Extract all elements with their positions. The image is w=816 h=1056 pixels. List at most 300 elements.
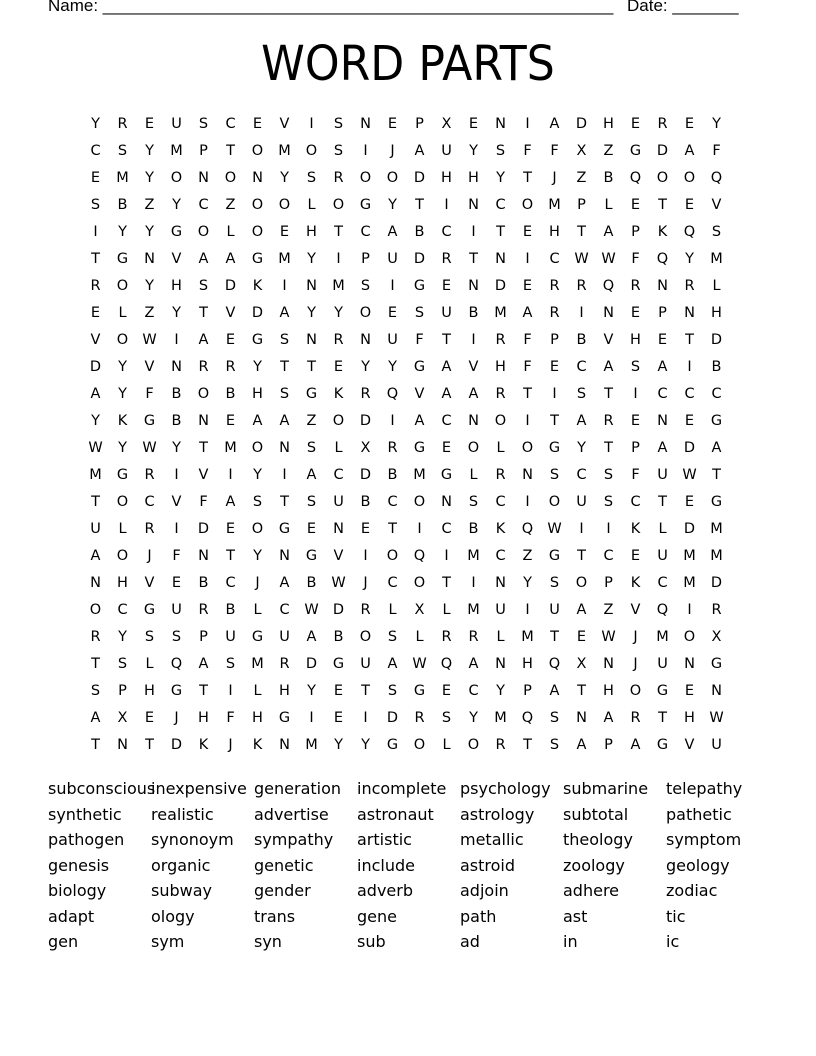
grid-letter: D	[359, 467, 372, 483]
grid-letter: A	[90, 386, 101, 402]
grid-letter: A	[576, 413, 587, 429]
grid-letter: E	[684, 494, 695, 510]
grid-letter: R	[360, 602, 371, 618]
grid-letter: I	[174, 521, 179, 537]
grid-letter: I	[363, 143, 368, 159]
word-bank-item: ast	[563, 906, 588, 926]
grid-letter: O	[683, 629, 696, 645]
grid-letter: C	[198, 197, 209, 213]
grid-letter: A	[279, 575, 290, 591]
grid-letter: A	[603, 224, 614, 240]
grid-letter: T	[658, 494, 667, 510]
grid-letter: M	[89, 467, 102, 483]
grid-letter: O	[656, 170, 669, 186]
grid-letter: C	[711, 386, 722, 402]
grid-letter: T	[388, 521, 397, 537]
word-bank-item: adhere	[563, 881, 620, 900]
grid-letter: C	[495, 548, 506, 564]
grid-letter: W	[304, 602, 319, 618]
grid-letter: Y	[253, 548, 262, 564]
grid-letter: A	[279, 305, 290, 321]
grid-letter: N	[603, 305, 614, 321]
grid-letter: S	[279, 332, 290, 348]
grid-letter: L	[442, 737, 451, 753]
grid-letter: G	[440, 467, 453, 483]
grid-letter: R	[144, 521, 155, 537]
word-bank-item: synonoym	[151, 830, 234, 849]
grid-letter: Y	[577, 440, 586, 456]
grid-letter: Q	[170, 656, 183, 672]
grid-letter: L	[496, 629, 505, 645]
grid-letter: Y	[307, 683, 316, 699]
grid-letter: G	[710, 656, 723, 672]
grid-letter: Y	[280, 170, 289, 186]
grid-letter: Y	[469, 143, 478, 159]
grid-letter: G	[413, 683, 426, 699]
grid-letter: M	[683, 575, 696, 591]
grid-letter: H	[117, 575, 128, 591]
word-bank-item: artistic	[357, 830, 412, 849]
grid-letter: I	[228, 683, 233, 699]
grid-letter: D	[224, 278, 237, 294]
grid-letter: F	[172, 548, 181, 564]
grid-letter: G	[116, 467, 129, 483]
grid-letter: M	[710, 548, 723, 564]
word-bank-item: synthetic	[48, 804, 122, 824]
grid-letter: E	[387, 305, 398, 321]
grid-letter: N	[198, 170, 209, 186]
word-bank-item: psychology	[460, 779, 551, 798]
grid-letter: R	[468, 629, 479, 645]
grid-letter: O	[197, 386, 210, 402]
grid-letter: Y	[361, 359, 370, 375]
grid-letter: K	[630, 575, 641, 591]
grid-letter: I	[309, 710, 314, 726]
word-bank-item: zoology	[563, 855, 625, 875]
grid-letter: I	[525, 116, 530, 132]
grid-letter: L	[307, 197, 316, 213]
grid-letter: E	[576, 629, 587, 645]
grid-letter: G	[710, 413, 723, 429]
grid-letter: D	[656, 143, 669, 159]
grid-letter: S	[198, 278, 209, 294]
grid-letter: C	[144, 494, 155, 510]
grid-letter: I	[444, 548, 449, 564]
grid-letter: D	[710, 332, 723, 348]
grid-letter: I	[687, 602, 692, 618]
grid-letter: S	[603, 494, 614, 510]
word-bank-item: symptom	[666, 830, 742, 849]
grid-letter: O	[278, 197, 291, 213]
grid-letter: O	[413, 575, 426, 591]
grid-letter: C	[441, 521, 452, 537]
grid-letter: O	[251, 197, 264, 213]
word-bank-item: biology	[48, 881, 107, 900]
grid-letter: D	[332, 602, 345, 618]
grid-letter: V	[414, 386, 425, 402]
grid-letter: S	[117, 143, 128, 159]
grid-letter: Y	[253, 467, 262, 483]
grid-letter: N	[495, 656, 506, 672]
grid-letter: S	[549, 575, 560, 591]
grid-letter: S	[117, 656, 128, 672]
grid-letter: E	[387, 116, 398, 132]
grid-letter: C	[576, 359, 587, 375]
grid-letter: S	[198, 116, 209, 132]
grid-letter: R	[576, 278, 587, 294]
grid-letter: A	[441, 386, 452, 402]
grid-letter: L	[469, 467, 478, 483]
grid-letter: G	[278, 710, 291, 726]
grid-letter: K	[333, 386, 344, 402]
grid-letter: E	[684, 413, 695, 429]
grid-letter: Z	[522, 548, 533, 564]
grid-letter: R	[387, 440, 398, 456]
grid-letter: I	[228, 467, 233, 483]
grid-letter: M	[494, 305, 507, 321]
word-bank-item: telepathy	[666, 779, 743, 798]
grid-letter: G	[413, 278, 426, 294]
grid-letter: U	[171, 116, 182, 132]
grid-letter: L	[658, 521, 667, 537]
grid-letter: H	[171, 278, 182, 294]
grid-letter: O	[197, 224, 210, 240]
grid-letter: N	[522, 467, 533, 483]
grid-letter: A	[468, 656, 479, 672]
grid-letter: B	[171, 386, 182, 402]
grid-letter: N	[603, 656, 614, 672]
grid-letter: W	[142, 332, 157, 348]
grid-letter: S	[171, 629, 182, 645]
grid-letter: J	[228, 737, 233, 753]
grid-letter: B	[333, 629, 344, 645]
grid-letter: Y	[496, 170, 505, 186]
grid-letter: N	[279, 737, 290, 753]
grid-letter: O	[386, 170, 399, 186]
word-bank-item: subconscious	[48, 779, 156, 798]
word-bank-item: geology	[666, 855, 730, 875]
grid-letter: Q	[629, 170, 642, 186]
grid-letter: I	[417, 521, 422, 537]
grid-letter: F	[631, 251, 640, 267]
grid-letter: A	[576, 737, 587, 753]
grid-letter: E	[630, 116, 641, 132]
grid-letter: A	[252, 413, 263, 429]
grid-letter: S	[306, 440, 317, 456]
grid-letter: I	[363, 710, 368, 726]
grid-letter: E	[225, 332, 236, 348]
grid-letter: N	[90, 575, 101, 591]
grid-letter: J	[633, 656, 638, 672]
grid-letter: N	[684, 656, 695, 672]
grid-letter: P	[550, 332, 559, 348]
grid-letter: A	[306, 629, 317, 645]
grid-letter: T	[307, 359, 316, 375]
grid-letter: T	[685, 332, 694, 348]
grid-letter: R	[90, 278, 101, 294]
word-bank-item: adjoin	[460, 881, 509, 900]
grid-letter: C	[468, 683, 479, 699]
grid-letter: X	[711, 629, 722, 645]
grid-letter: G	[278, 521, 291, 537]
grid-letter: R	[333, 332, 344, 348]
grid-letter: N	[333, 521, 344, 537]
grid-letter: G	[629, 143, 642, 159]
grid-letter: X	[576, 143, 587, 159]
grid-letter: N	[279, 548, 290, 564]
word-bank-item: in	[563, 932, 578, 951]
grid-letter: A	[522, 305, 533, 321]
grid-letter: Y	[388, 359, 397, 375]
grid-letter: V	[171, 494, 182, 510]
grid-letter: G	[413, 440, 426, 456]
grid-letter: S	[225, 656, 236, 672]
grid-letter: B	[117, 197, 128, 213]
grid-letter: Z	[603, 143, 614, 159]
grid-letter: H	[198, 710, 209, 726]
grid-letter: W	[331, 575, 346, 591]
grid-letter: D	[575, 116, 588, 132]
grid-letter: K	[252, 737, 263, 753]
grid-letter: I	[579, 521, 584, 537]
grid-letter: F	[523, 143, 532, 159]
grid-letter: N	[306, 278, 317, 294]
grid-letter: I	[471, 575, 476, 591]
grid-letter: M	[710, 251, 723, 267]
word-bank-item: realistic	[151, 804, 214, 824]
grid-letter: P	[523, 683, 532, 699]
grid-letter: V	[603, 332, 614, 348]
grid-letter: O	[116, 278, 129, 294]
grid-letter: U	[171, 602, 182, 618]
grid-letter: V	[198, 467, 209, 483]
grid-letter: O	[224, 170, 237, 186]
grid-letter: P	[631, 440, 640, 456]
grid-letter: T	[469, 251, 478, 267]
grid-letter: M	[278, 143, 291, 159]
grid-letter: A	[441, 359, 452, 375]
grid-letter: U	[360, 656, 371, 672]
grid-letter: Y	[334, 305, 343, 321]
grid-letter: W	[142, 440, 157, 456]
word-bank-item: gen	[48, 932, 79, 951]
grid-letter: Q	[656, 251, 669, 267]
grid-letter: B	[225, 602, 236, 618]
grid-letter: Y	[523, 575, 532, 591]
grid-letter: H	[468, 170, 479, 186]
grid-letter: N	[684, 305, 695, 321]
grid-letter: Y	[118, 440, 127, 456]
grid-letter: G	[143, 413, 156, 429]
grid-letter: T	[604, 440, 613, 456]
grid-letter: T	[550, 413, 559, 429]
word-bank-item: incomplete	[357, 779, 447, 798]
word-bank-item: subtotal	[563, 804, 629, 824]
word-bank-item: ology	[151, 906, 195, 926]
grid-letter: T	[361, 683, 370, 699]
grid-letter: N	[171, 359, 182, 375]
grid-letter: Y	[388, 197, 397, 213]
grid-letter: M	[413, 467, 426, 483]
grid-letter: N	[198, 413, 209, 429]
word-bank-item: astronaut	[357, 804, 434, 824]
grid-letter: K	[198, 737, 209, 753]
grid-letter: H	[495, 359, 506, 375]
grid-letter: U	[441, 305, 452, 321]
grid-letter: V	[468, 359, 479, 375]
grid-letter: G	[143, 602, 156, 618]
grid-letter: B	[468, 305, 479, 321]
grid-letter: S	[360, 278, 371, 294]
grid-letter: P	[604, 575, 613, 591]
grid-letter: J	[255, 575, 260, 591]
grid-letter: E	[333, 359, 344, 375]
date-field-label: Date: _______	[627, 0, 739, 15]
grid-letter: O	[413, 494, 426, 510]
grid-letter: Y	[496, 683, 505, 699]
grid-letter: P	[604, 737, 613, 753]
word-bank-item: genesis	[48, 855, 110, 875]
grid-letter: T	[523, 737, 532, 753]
grid-letter: T	[199, 305, 208, 321]
grid-letter: R	[90, 629, 101, 645]
grid-letter: C	[360, 224, 371, 240]
grid-letter: H	[711, 305, 722, 321]
grid-letter: Z	[306, 413, 317, 429]
grid-letter: P	[199, 629, 208, 645]
grid-letter: I	[606, 521, 611, 537]
grid-letter: C	[387, 575, 398, 591]
grid-letter: B	[603, 170, 614, 186]
grid-letter: I	[579, 305, 584, 321]
grid-letter: O	[251, 440, 264, 456]
grid-letter: D	[494, 278, 507, 294]
grid-letter: N	[495, 251, 506, 267]
grid-letter: E	[684, 683, 695, 699]
grid-letter: B	[360, 494, 371, 510]
grid-letter: E	[90, 305, 101, 321]
grid-letter: H	[279, 683, 290, 699]
grid-letter: O	[332, 413, 345, 429]
grid-letter: J	[147, 548, 152, 564]
grid-letter: M	[278, 251, 291, 267]
grid-letter: U	[657, 656, 668, 672]
grid-letter: H	[144, 683, 155, 699]
grid-letter: A	[90, 710, 101, 726]
grid-letter: P	[658, 305, 667, 321]
grid-letter: D	[359, 413, 372, 429]
grid-letter: H	[252, 386, 263, 402]
grid-letter: P	[118, 683, 127, 699]
grid-letter: I	[525, 494, 530, 510]
grid-letter: T	[280, 359, 289, 375]
grid-letter: C	[387, 494, 398, 510]
grid-letter: S	[495, 143, 506, 159]
grid-letter: E	[171, 575, 182, 591]
grid-letter: L	[145, 656, 154, 672]
grid-letter: A	[225, 494, 236, 510]
grid-letter: D	[683, 440, 696, 456]
grid-letter: E	[441, 683, 452, 699]
grid-letter: J	[174, 710, 179, 726]
grid-letter: N	[306, 332, 317, 348]
grid-letter: R	[117, 116, 128, 132]
grid-letter: C	[333, 467, 344, 483]
grid-letter: L	[253, 683, 262, 699]
grid-letter: E	[90, 170, 101, 186]
grid-letter: I	[633, 386, 638, 402]
grid-letter: F	[199, 494, 208, 510]
grid-letter: I	[363, 548, 368, 564]
grid-letter: V	[279, 116, 290, 132]
grid-letter: O	[386, 548, 399, 564]
grid-letter: F	[523, 332, 532, 348]
grid-letter: T	[91, 737, 100, 753]
grid-letter: L	[415, 629, 424, 645]
grid-letter: T	[658, 710, 667, 726]
grid-letter: Q	[656, 602, 669, 618]
grid-letter: H	[441, 170, 452, 186]
grid-letter: K	[630, 521, 641, 537]
grid-letter: O	[629, 683, 642, 699]
grid-letter: E	[333, 710, 344, 726]
grid-letter: E	[144, 710, 155, 726]
grid-letter: F	[226, 710, 235, 726]
grid-letter: W	[682, 467, 697, 483]
grid-letter: N	[657, 278, 668, 294]
grid-letter: F	[523, 359, 532, 375]
grid-letter: S	[90, 197, 101, 213]
grid-letter: A	[603, 710, 614, 726]
grid-letter: S	[252, 494, 263, 510]
grid-letter: C	[225, 575, 236, 591]
grid-letter: C	[90, 143, 101, 159]
grid-letter: O	[305, 143, 318, 159]
grid-letter: S	[549, 710, 560, 726]
grid-letter: O	[332, 197, 345, 213]
grid-letter: M	[548, 197, 561, 213]
grid-letter: K	[495, 521, 506, 537]
grid-letter: U	[441, 143, 452, 159]
grid-letter: D	[89, 359, 102, 375]
grid-letter: Y	[334, 737, 343, 753]
grid-letter: Q	[683, 224, 696, 240]
grid-letter: R	[441, 629, 452, 645]
grid-letter: M	[116, 170, 129, 186]
grid-letter: N	[279, 440, 290, 456]
grid-letter: P	[361, 251, 370, 267]
grid-letter: K	[252, 278, 263, 294]
word-bank-item: astrology	[460, 804, 535, 824]
grid-letter: E	[630, 305, 641, 321]
grid-letter: S	[603, 467, 614, 483]
grid-letter: O	[251, 224, 264, 240]
grid-letter: T	[145, 737, 154, 753]
grid-letter: T	[658, 197, 667, 213]
grid-letter: G	[548, 440, 561, 456]
grid-letter: Y	[145, 143, 154, 159]
grid-letter: T	[199, 440, 208, 456]
grid-letter: O	[521, 440, 534, 456]
grid-letter: M	[656, 629, 669, 645]
word-bank-item: ad	[460, 932, 480, 951]
grid-letter: T	[712, 467, 721, 483]
grid-letter: T	[577, 548, 586, 564]
grid-letter: C	[603, 548, 614, 564]
grid-letter: E	[441, 440, 452, 456]
grid-letter: O	[251, 143, 264, 159]
grid-letter: E	[279, 224, 290, 240]
